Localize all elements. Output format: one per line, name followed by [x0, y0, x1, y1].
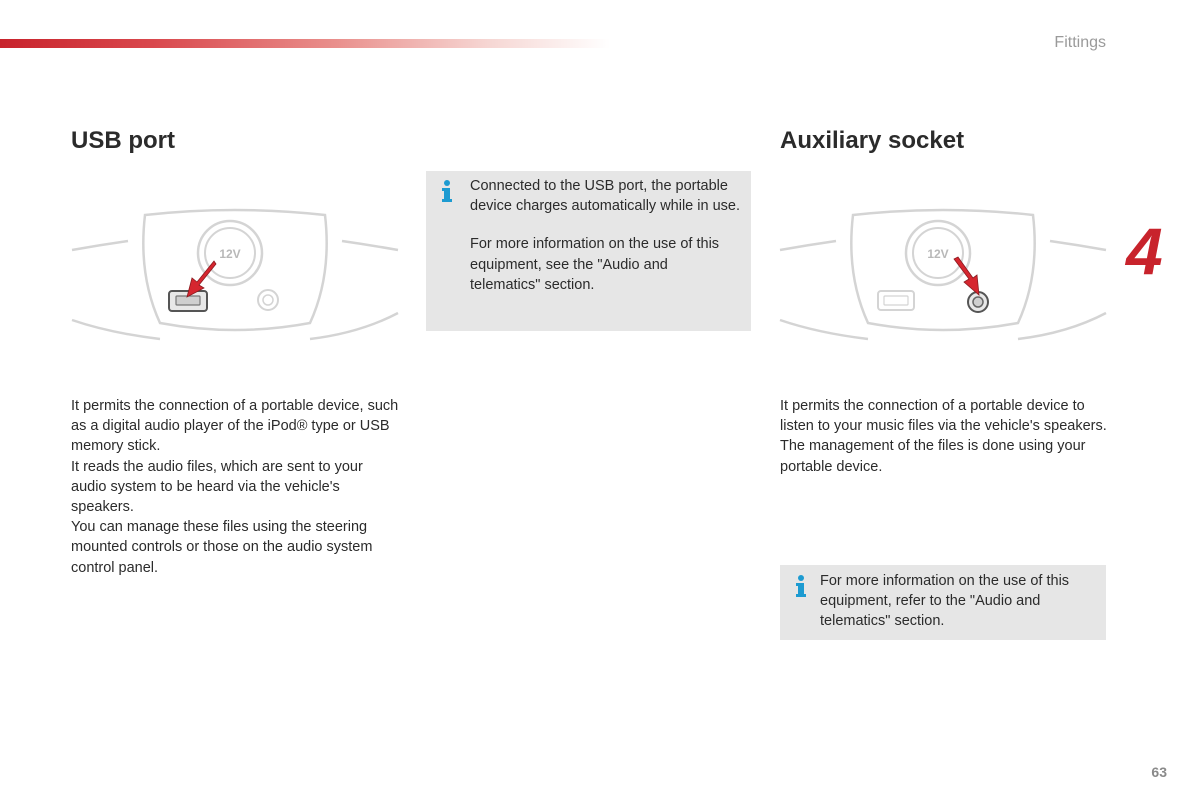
- aux-info-box: [780, 565, 1106, 640]
- aux-info-text: For more information on the use of this equipment, refer to the "Audio and telematics" section.: [820, 573, 1070, 630]
- aux-paragraph-2: The management of the files is done using your portable device.: [780, 438, 1086, 475]
- usb-paragraph-3: You can manage these files using the steering mounted controls or those on the audio system control panel.: [71, 519, 373, 576]
- usb-illustration-12v-label: 12V: [219, 247, 241, 261]
- chapter-number: 4: [1126, 214, 1163, 288]
- header-gradient-bar: [0, 39, 610, 48]
- section-label: Fittings: [1054, 34, 1106, 51]
- page-number: 63: [1151, 764, 1167, 780]
- usb-port-illustration: [70, 205, 400, 355]
- aux-illustration-12v-label: 12V: [927, 247, 949, 261]
- info-icon: [441, 179, 453, 203]
- usb-description: [71, 396, 401, 578]
- usb-paragraph-1: It permits the connection of a portable device, such as a digital audio player of the iPod® type or USB memory stick.: [71, 398, 399, 455]
- usb-info-box: [426, 171, 751, 331]
- usb-info-paragraph-1: Connected to the USB port, the portable device charges automatically while in use.: [470, 178, 740, 215]
- auxiliary-socket-illustration: [778, 205, 1108, 355]
- usb-port-title: USB port: [71, 127, 175, 154]
- auxiliary-socket-title: Auxiliary socket: [780, 127, 965, 154]
- usb-paragraph-2: It reads the audio files, which are sent to your audio system to be heard via the vehicle's speakers.: [71, 458, 363, 516]
- aux-description: [780, 396, 1110, 477]
- usb-info-text: [470, 176, 740, 295]
- aux-paragraph-1: It permits the connection of a portable device to listen to your music files via the vehicle's speakers.: [780, 398, 1107, 435]
- info-icon: [795, 574, 807, 598]
- usb-info-paragraph-2: For more information on the use of this equipment, see the "Audio and telematics" section.: [470, 236, 720, 293]
